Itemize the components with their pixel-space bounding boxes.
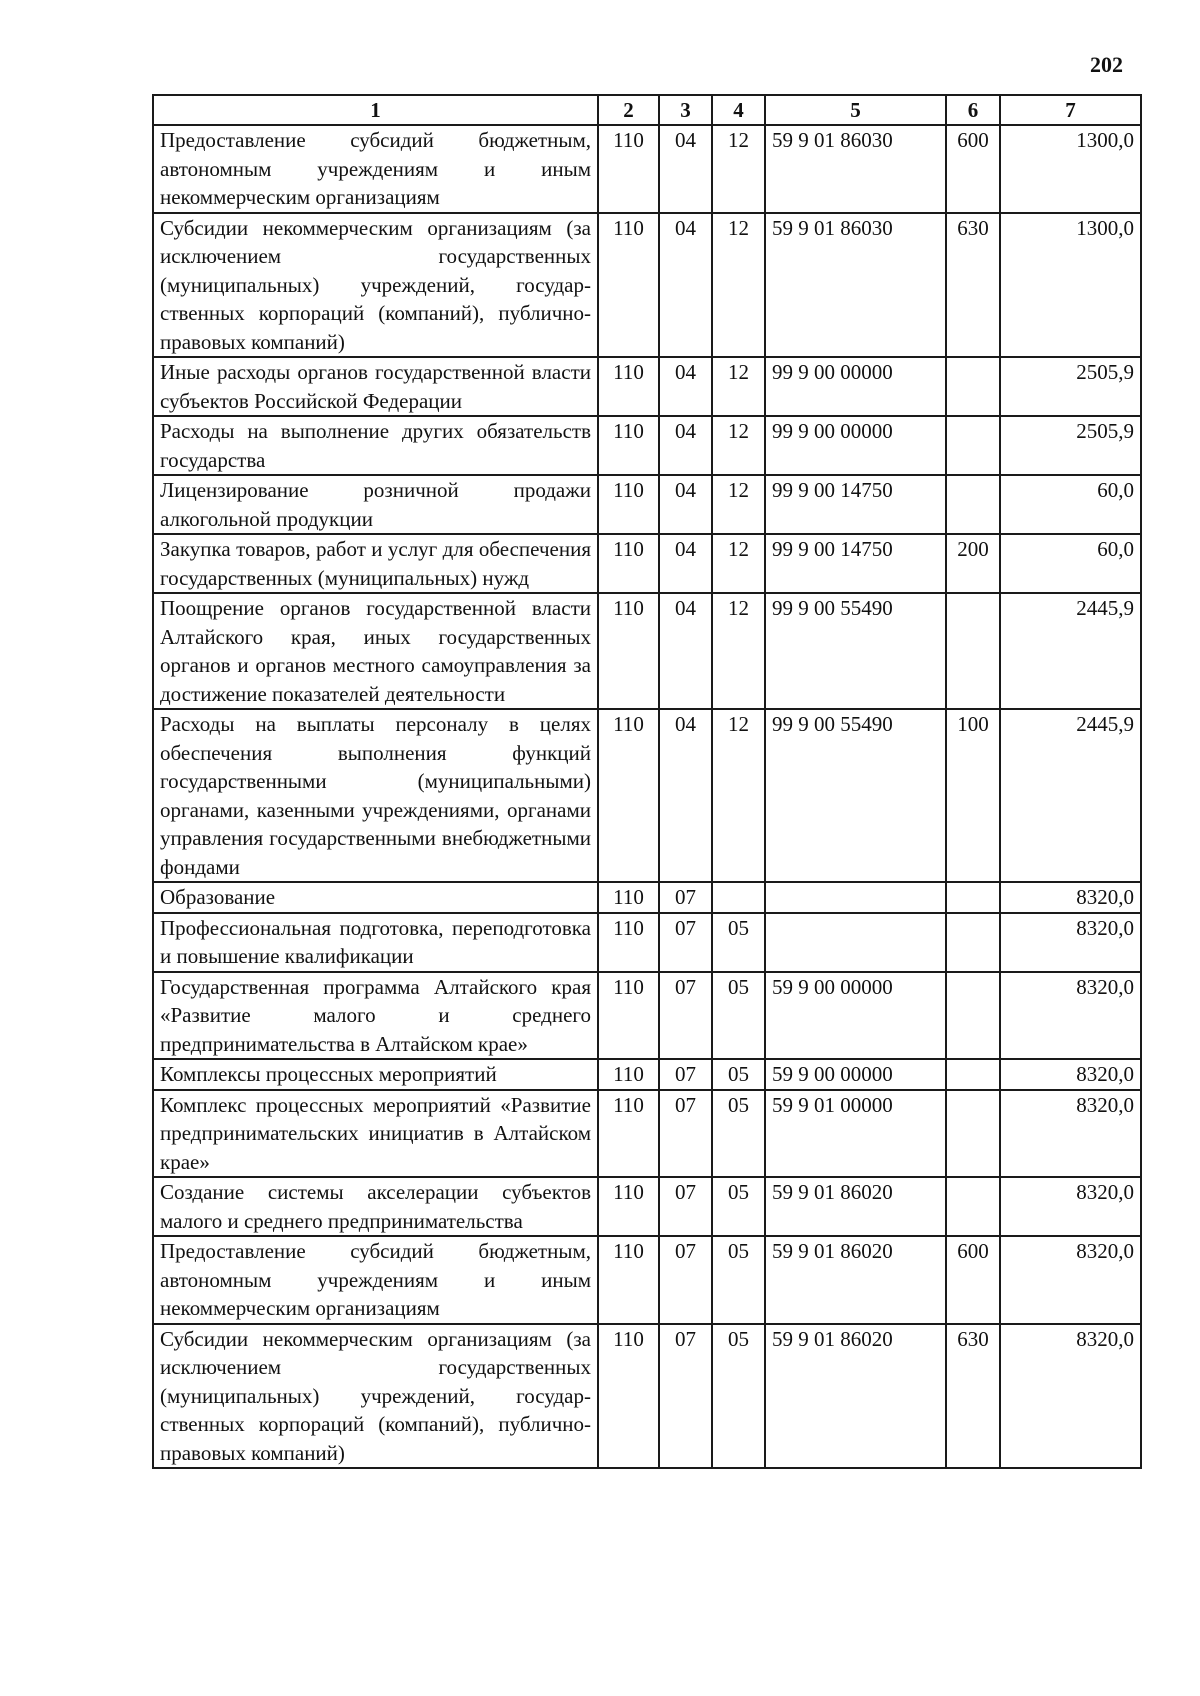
cell-col-6: 200 <box>946 534 1000 593</box>
cell-col-2: 110 <box>598 972 659 1060</box>
cell-col-3: 04 <box>659 416 712 475</box>
expense-name: Иные расходы органов государственной власти субъектов Российской Федерации <box>153 357 598 416</box>
cell-col-2: 110 <box>598 882 659 913</box>
cell-col-6: 630 <box>946 213 1000 358</box>
cell-col-6 <box>946 1059 1000 1090</box>
table-row <box>153 1236 1141 1324</box>
cell-col-7: 1300,0 <box>1000 213 1141 358</box>
cell-col-5: 59 9 00 00000 <box>765 1059 946 1090</box>
cell-col-7: 8320,0 <box>1000 972 1141 1060</box>
table-row <box>153 1059 1141 1090</box>
column-header: 5 <box>765 95 946 125</box>
cell-col-2: 110 <box>598 1324 659 1469</box>
cell-col-5: 59 9 01 86020 <box>765 1177 946 1236</box>
cell-col-2: 110 <box>598 1059 659 1090</box>
cell-col-2: 110 <box>598 913 659 972</box>
table-row <box>153 416 1141 475</box>
expense-name: Лицензирование розничной продажи алкогольной продукции <box>153 475 598 534</box>
column-header: 7 <box>1000 95 1141 125</box>
expense-name: Предоставление субсидий бюджетным, автономным учреждениям и иным некоммерческим организациям <box>153 1236 598 1324</box>
cell-col-5: 59 9 01 86020 <box>765 1324 946 1469</box>
table-row <box>153 357 1141 416</box>
cell-col-7: 60,0 <box>1000 475 1141 534</box>
expense-name: Комплексы процессных мероприятий <box>153 1059 598 1090</box>
cell-col-4: 05 <box>712 972 765 1060</box>
cell-col-2: 110 <box>598 1090 659 1178</box>
table-row <box>153 1090 1141 1178</box>
expense-name: Создание системы акселерации субъектов малого и среднего предпринимательства <box>153 1177 598 1236</box>
expense-name: Образование <box>153 882 598 913</box>
cell-col-6: 600 <box>946 1236 1000 1324</box>
cell-col-3: 04 <box>659 709 712 882</box>
cell-col-5 <box>765 913 946 972</box>
table-row <box>153 913 1141 972</box>
cell-col-7: 1300,0 <box>1000 125 1141 213</box>
table-body <box>153 125 1141 1468</box>
cell-col-7: 8320,0 <box>1000 1324 1141 1469</box>
cell-col-5: 99 9 00 14750 <box>765 534 946 593</box>
cell-col-2: 110 <box>598 416 659 475</box>
table-row <box>153 972 1141 1060</box>
table-row <box>153 593 1141 709</box>
cell-col-5: 59 9 01 86020 <box>765 1236 946 1324</box>
cell-col-3: 07 <box>659 1236 712 1324</box>
cell-col-6: 630 <box>946 1324 1000 1469</box>
cell-col-5 <box>765 882 946 913</box>
cell-col-4: 12 <box>712 709 765 882</box>
table-row <box>153 475 1141 534</box>
cell-col-3: 04 <box>659 534 712 593</box>
expense-name: Государственная программа Алтайского края «Развитие малого и среднего предпринимательства в Алтайском крае» <box>153 972 598 1060</box>
column-header: 6 <box>946 95 1000 125</box>
cell-col-6 <box>946 416 1000 475</box>
expense-name: Расходы на выплаты персоналу в целях обеспечения выполнения функций государственными (муниципальными) органами, казенными учреждениями, органами управления государственными внебюджетными фондами <box>153 709 598 882</box>
cell-col-3: 07 <box>659 1090 712 1178</box>
cell-col-6 <box>946 882 1000 913</box>
cell-col-7: 2505,9 <box>1000 416 1141 475</box>
expense-name: Субсидии некоммерческим организациям (за исключением государственных (муниципальных) учреждений, государственных корпораций (компаний), публично-правовых компаний) <box>153 213 598 358</box>
table-row <box>153 213 1141 358</box>
cell-col-5: 59 9 01 86030 <box>765 125 946 213</box>
cell-col-5: 99 9 00 14750 <box>765 475 946 534</box>
cell-col-4: 12 <box>712 593 765 709</box>
cell-col-7: 8320,0 <box>1000 1059 1141 1090</box>
cell-col-4: 12 <box>712 534 765 593</box>
cell-col-7: 8320,0 <box>1000 882 1141 913</box>
header-row <box>153 95 1141 125</box>
cell-col-3: 07 <box>659 1177 712 1236</box>
cell-col-4: 05 <box>712 1059 765 1090</box>
expense-name: Закупка товаров, работ и услуг для обеспечения государственных (муниципальных) нужд <box>153 534 598 593</box>
cell-col-7: 8320,0 <box>1000 913 1141 972</box>
cell-col-2: 110 <box>598 709 659 882</box>
cell-col-6 <box>946 1177 1000 1236</box>
cell-col-7: 8320,0 <box>1000 1177 1141 1236</box>
budget-table <box>152 94 1142 1469</box>
expense-name: Поощрение органов государственной власти Алтайского края, иных государственных органов и органов местного самоуправления за достижение показателей деятельности <box>153 593 598 709</box>
cell-col-2: 110 <box>598 1177 659 1236</box>
cell-col-2: 110 <box>598 213 659 358</box>
cell-col-2: 110 <box>598 475 659 534</box>
cell-col-3: 07 <box>659 1059 712 1090</box>
cell-col-4: 05 <box>712 1324 765 1469</box>
cell-col-6: 100 <box>946 709 1000 882</box>
cell-col-6 <box>946 1090 1000 1178</box>
expense-name: Субсидии некоммерческим организациям (за исключением государственных (муниципальных) учреждений, государственных корпораций (компаний), публично-правовых компаний) <box>153 1324 598 1469</box>
column-header: 1 <box>153 95 598 125</box>
cell-col-2: 110 <box>598 1236 659 1324</box>
cell-col-2: 110 <box>598 593 659 709</box>
cell-col-3: 04 <box>659 357 712 416</box>
cell-col-3: 07 <box>659 913 712 972</box>
cell-col-3: 04 <box>659 125 712 213</box>
table-row <box>153 709 1141 882</box>
cell-col-2: 110 <box>598 125 659 213</box>
cell-col-6 <box>946 593 1000 709</box>
column-header: 2 <box>598 95 659 125</box>
cell-col-5: 59 9 00 00000 <box>765 972 946 1060</box>
cell-col-4: 12 <box>712 213 765 358</box>
cell-col-3: 04 <box>659 213 712 358</box>
cell-col-4: 05 <box>712 1090 765 1178</box>
cell-col-3: 07 <box>659 1324 712 1469</box>
cell-col-6 <box>946 972 1000 1060</box>
cell-col-4: 12 <box>712 357 765 416</box>
cell-col-3: 07 <box>659 882 712 913</box>
expense-name: Расходы на выполнение других обязательств государства <box>153 416 598 475</box>
cell-col-5: 59 9 01 86030 <box>765 213 946 358</box>
table-row <box>153 534 1141 593</box>
cell-col-7: 2445,9 <box>1000 709 1141 882</box>
cell-col-4: 05 <box>712 1236 765 1324</box>
table-row <box>153 1177 1141 1236</box>
cell-col-4: 12 <box>712 475 765 534</box>
cell-col-7: 8320,0 <box>1000 1236 1141 1324</box>
cell-col-6 <box>946 475 1000 534</box>
cell-col-4: 12 <box>712 125 765 213</box>
cell-col-7: 8320,0 <box>1000 1090 1141 1178</box>
cell-col-2: 110 <box>598 534 659 593</box>
cell-col-3: 04 <box>659 593 712 709</box>
cell-col-6 <box>946 913 1000 972</box>
cell-col-5: 59 9 01 00000 <box>765 1090 946 1178</box>
page-number: 202 <box>1090 52 1123 77</box>
cell-col-4: 05 <box>712 913 765 972</box>
column-header: 3 <box>659 95 712 125</box>
expense-name: Профессиональная подготовка, переподготовка и повышение квалификации <box>153 913 598 972</box>
cell-col-3: 07 <box>659 972 712 1060</box>
expense-name: Предоставление субсидий бюджетным, автономным учреждениям и иным некоммерческим организациям <box>153 125 598 213</box>
expense-name: Комплекс процессных мероприятий «Развитие предпринимательских инициатив в Алтайском крае» <box>153 1090 598 1178</box>
table-row <box>153 882 1141 913</box>
cell-col-5: 99 9 00 00000 <box>765 416 946 475</box>
cell-col-7: 2445,9 <box>1000 593 1141 709</box>
cell-col-4 <box>712 882 765 913</box>
table-row <box>153 125 1141 213</box>
column-header: 4 <box>712 95 765 125</box>
cell-col-4: 12 <box>712 416 765 475</box>
cell-col-7: 2505,9 <box>1000 357 1141 416</box>
cell-col-5: 99 9 00 00000 <box>765 357 946 416</box>
table-row <box>153 1324 1141 1469</box>
cell-col-4: 05 <box>712 1177 765 1236</box>
cell-col-7: 60,0 <box>1000 534 1141 593</box>
cell-col-3: 04 <box>659 475 712 534</box>
cell-col-5: 99 9 00 55490 <box>765 709 946 882</box>
cell-col-2: 110 <box>598 357 659 416</box>
cell-col-6 <box>946 357 1000 416</box>
cell-col-6: 600 <box>946 125 1000 213</box>
cell-col-5: 99 9 00 55490 <box>765 593 946 709</box>
